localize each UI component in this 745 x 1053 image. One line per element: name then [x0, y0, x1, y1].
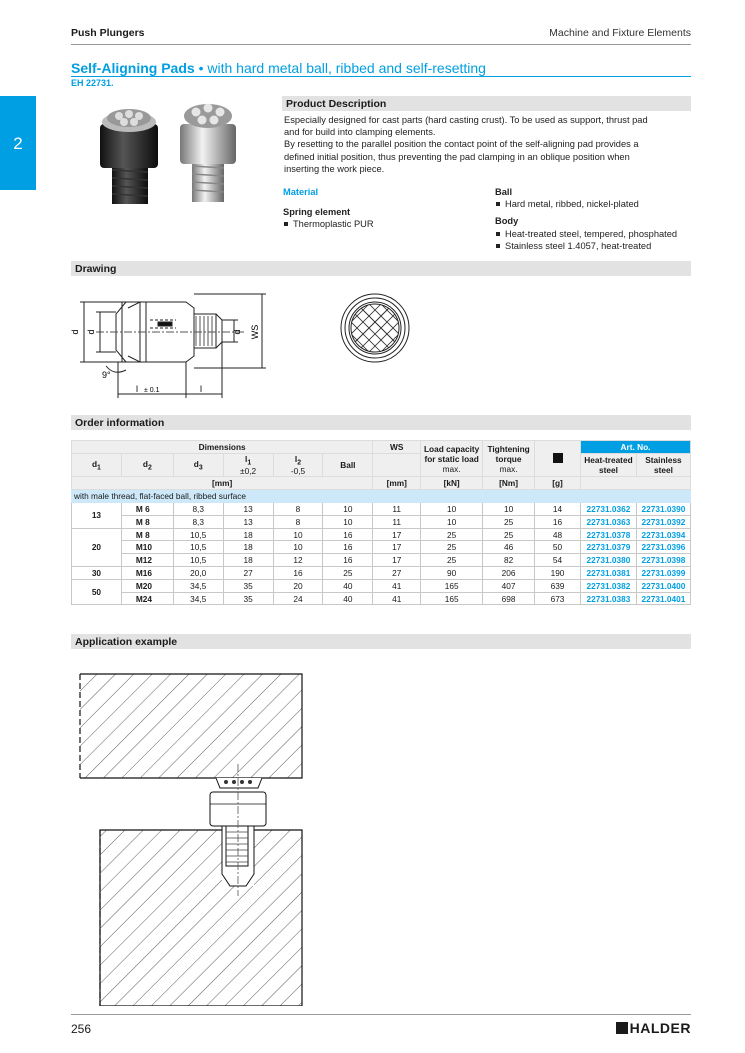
- material-heading: Material: [283, 187, 319, 197]
- cell-ball: 25: [323, 567, 373, 580]
- cell-l2: 20: [273, 579, 323, 592]
- cell-a1[interactable]: 22731.0382: [580, 579, 636, 592]
- cell-g: 48: [535, 528, 581, 541]
- cell-torque: 82: [483, 554, 535, 567]
- cell-ball: 40: [323, 579, 373, 592]
- halder-logo: [616, 1020, 691, 1036]
- desc-line: Especially designed for cast parts (hard casting crust). To be used as support, thrust pad: [284, 115, 648, 125]
- cell-a2[interactable]: 22731.0399: [636, 567, 690, 580]
- cell-l1: 35: [223, 579, 273, 592]
- cell-l2: 8: [273, 515, 323, 528]
- cell-ws: 41: [373, 592, 421, 605]
- l1-tol: ±0,2: [240, 466, 257, 477]
- l1-header: [223, 453, 273, 477]
- drawing-heading: Drawing: [71, 261, 691, 276]
- d2-header: [121, 453, 173, 477]
- cell-d3: 20,0: [173, 567, 223, 580]
- cell-d1: 30: [72, 567, 122, 580]
- cell-g: 639: [535, 579, 581, 592]
- group-label: with male thread, flat-faced ball, ribbed surface: [72, 490, 691, 503]
- d2-label: d: [142, 458, 148, 469]
- stain-line: Stainless: [645, 455, 682, 466]
- cell-load: 25: [421, 554, 483, 567]
- ball-header: Ball: [323, 453, 373, 477]
- unit-mm-ws: [mm]: [373, 477, 421, 490]
- cell-load: 10: [421, 515, 483, 528]
- cell-l1: 13: [223, 515, 273, 528]
- label-ws: WS: [250, 324, 260, 340]
- label-d1: d: [70, 329, 80, 335]
- cell-l1: 18: [223, 528, 273, 541]
- cell-l1: 35: [223, 592, 273, 605]
- cell-l2: 10: [273, 528, 323, 541]
- d1-header: [72, 453, 122, 477]
- table-row: [72, 579, 691, 592]
- heat-line: Heat-treated: [584, 455, 633, 466]
- label-d2: d: [232, 329, 242, 335]
- cell-g: 673: [535, 592, 581, 605]
- unit-g: [g]: [535, 477, 581, 490]
- cell-a1[interactable]: 22731.0362: [580, 503, 636, 516]
- cell-d2: M 8: [121, 515, 173, 528]
- cell-ws: 11: [373, 503, 421, 516]
- ball-heading: Ball: [495, 187, 513, 197]
- cell-l2: 16: [273, 567, 323, 580]
- logo-icon: [616, 1022, 628, 1034]
- d3-sub: 3: [198, 464, 203, 472]
- cell-torque: 10: [483, 503, 535, 516]
- material-left: [283, 186, 374, 231]
- desc-line: inserting the work piece.: [284, 163, 385, 174]
- cell-ws: 17: [373, 541, 421, 554]
- load-header: [421, 441, 483, 477]
- header-left: Push Plungers: [71, 27, 145, 39]
- cell-ball: 16: [323, 554, 373, 567]
- cell-ws: 27: [373, 567, 421, 580]
- desc-line: defined initial position, thus preventing the pad clamping in an oblique position when: [284, 151, 630, 162]
- body-heading: Body: [495, 216, 519, 227]
- cell-torque: 698: [483, 592, 535, 605]
- table-row: [72, 503, 691, 516]
- cell-d3: 8,3: [173, 503, 223, 516]
- cell-l2: 10: [273, 541, 323, 554]
- cell-ball: 16: [323, 541, 373, 554]
- d2-sub: 2: [147, 464, 152, 472]
- table-row: [72, 515, 691, 528]
- table-row: [72, 554, 691, 567]
- application-drawing: [70, 664, 310, 1006]
- cell-a2[interactable]: 22731.0392: [636, 515, 690, 528]
- application-heading: Application example: [71, 634, 691, 649]
- cell-a1[interactable]: 22731.0378: [580, 528, 636, 541]
- cell-ws: 11: [373, 515, 421, 528]
- d1-label: d: [91, 458, 98, 469]
- cell-a2[interactable]: 22731.0401: [636, 592, 690, 605]
- cell-a1[interactable]: 22731.0379: [580, 541, 636, 554]
- cell-g: 14: [535, 503, 581, 516]
- title-rest: • with hard metal ball, ribbed and self-resetting: [194, 60, 486, 76]
- cell-load: 10: [421, 503, 483, 516]
- torque-header: [483, 441, 535, 477]
- desc-line: By resetting to the parallel position the contact point of the self-aligning pad provides a: [284, 139, 639, 150]
- label-l1: l: [136, 384, 138, 394]
- product-code: EH 22731.: [71, 78, 114, 88]
- cell-l2: 24: [273, 592, 323, 605]
- unit-nm: [Nm]: [483, 477, 535, 490]
- l1-label: l: [245, 453, 248, 464]
- chapter-tab[interactable]: 2: [0, 96, 36, 190]
- cell-d1: 13: [72, 503, 122, 529]
- cell-a2[interactable]: 22731.0400: [636, 579, 690, 592]
- label-angle: 9°: [102, 370, 111, 380]
- label-l2: l: [200, 384, 202, 394]
- l2-tol: -0,5: [290, 466, 306, 477]
- cell-ball: 40: [323, 592, 373, 605]
- cell-g: 190: [535, 567, 581, 580]
- artno-header: Art. No.: [580, 441, 690, 454]
- cell-l1: 18: [223, 541, 273, 554]
- cell-torque: 206: [483, 567, 535, 580]
- product-photo: [92, 96, 252, 214]
- title-bold: Self-Aligning Pads: [71, 60, 195, 76]
- l2-header: [273, 453, 323, 477]
- cell-d3: 8,3: [173, 515, 223, 528]
- cell-load: 90: [421, 567, 483, 580]
- weight-icon-cell: [535, 441, 581, 477]
- table-row: [72, 567, 691, 580]
- cell-load: 25: [421, 541, 483, 554]
- cell-ws: 41: [373, 579, 421, 592]
- load-line: for static load: [424, 453, 479, 464]
- cell-load: 25: [421, 528, 483, 541]
- cell-d1: 20: [72, 528, 122, 566]
- cell-load: 165: [421, 592, 483, 605]
- torque-line: max.: [499, 463, 518, 474]
- dimensions-header: Dimensions: [72, 441, 373, 454]
- cell-torque: 407: [483, 579, 535, 592]
- cell-d2: M16: [121, 567, 173, 580]
- cell-d3: 34,5: [173, 592, 223, 605]
- cell-ball: 10: [323, 503, 373, 516]
- body-item: Stainless steel 1.4057, heat-treated: [495, 240, 677, 252]
- stain-line: steel: [654, 465, 673, 476]
- torque-line: torque: [495, 453, 522, 464]
- desc-line: and for build into clamping elements.: [284, 127, 436, 138]
- cell-a1[interactable]: 22731.0380: [580, 554, 636, 567]
- header-divider: [71, 44, 691, 45]
- cell-d2: M10: [121, 541, 173, 554]
- product-title: [71, 60, 486, 76]
- cell-ball: 10: [323, 515, 373, 528]
- ws-empty: [373, 453, 421, 477]
- table-row: [72, 528, 691, 541]
- cell-ws: 17: [373, 528, 421, 541]
- logo-text: HALDER: [629, 1020, 691, 1036]
- l1-sub: 1: [247, 459, 252, 467]
- cell-a2[interactable]: 22731.0396: [636, 541, 690, 554]
- table-row: [72, 541, 691, 554]
- footer-divider: [71, 1014, 691, 1015]
- cell-ws: 17: [373, 554, 421, 567]
- cell-torque: 46: [483, 541, 535, 554]
- unit-mm: [mm]: [72, 477, 373, 490]
- cell-d3: 10,5: [173, 541, 223, 554]
- material-right: [495, 186, 677, 252]
- cell-g: 50: [535, 541, 581, 554]
- technical-drawing: [66, 280, 426, 406]
- cell-a1[interactable]: 22731.0363: [580, 515, 636, 528]
- l2-sub: 2: [297, 459, 302, 467]
- product-description-heading: Product Description: [282, 96, 691, 111]
- page-number: 256: [71, 1022, 92, 1036]
- spring-heading: Spring element: [283, 207, 351, 218]
- cell-d2: M 6: [121, 503, 173, 516]
- cell-a2[interactable]: 22731.0394: [636, 528, 690, 541]
- ball-item: Hard metal, ribbed, nickel-plated: [495, 198, 677, 210]
- weight-icon: [553, 453, 563, 463]
- cell-torque: 25: [483, 515, 535, 528]
- unit-empty: [580, 477, 690, 490]
- cell-l2: 8: [273, 503, 323, 516]
- table-row: [72, 592, 691, 605]
- cell-a1[interactable]: 22731.0383: [580, 592, 636, 605]
- heat-header: [580, 453, 636, 477]
- label-d3: d: [86, 329, 96, 335]
- unit-kn: [kN]: [421, 477, 483, 490]
- body-item: Heat-treated steel, tempered, phosphated: [495, 228, 677, 240]
- cell-a2[interactable]: 22731.0398: [636, 554, 690, 567]
- cell-l1: 27: [223, 567, 273, 580]
- cell-d2: M12: [121, 554, 173, 567]
- title-divider: [71, 76, 691, 77]
- order-heading: Order information: [71, 415, 691, 430]
- stainless-header: [636, 453, 690, 477]
- cell-ball: 16: [323, 528, 373, 541]
- load-line: Load capacity: [423, 443, 480, 454]
- product-description: [284, 114, 694, 175]
- cell-g: 54: [535, 554, 581, 567]
- label-tol: ± 0.1: [144, 387, 160, 394]
- cell-d2: M20: [121, 579, 173, 592]
- d1-sub: 1: [97, 464, 101, 472]
- header-right: Machine and Fixture Elements: [549, 27, 691, 39]
- d3-label: d: [193, 458, 199, 469]
- cell-d3: 10,5: [173, 528, 223, 541]
- cell-g: 16: [535, 515, 581, 528]
- cell-d3: 34,5: [173, 579, 223, 592]
- cell-a2[interactable]: 22731.0390: [636, 503, 690, 516]
- cell-d2: M 8: [121, 528, 173, 541]
- cell-d1: 50: [72, 579, 122, 605]
- cell-d3: 10,5: [173, 554, 223, 567]
- cell-load: 165: [421, 579, 483, 592]
- l2-label: l: [294, 453, 298, 464]
- cell-torque: 25: [483, 528, 535, 541]
- heat-line: steel: [598, 465, 618, 476]
- spring-item: Thermoplastic PUR: [283, 218, 374, 230]
- order-table: [71, 440, 691, 605]
- cell-l1: 18: [223, 554, 273, 567]
- cell-a1[interactable]: 22731.0381: [580, 567, 636, 580]
- torque-line: Tightening: [487, 443, 530, 454]
- cell-l2: 12: [273, 554, 323, 567]
- cell-l1: 13: [223, 503, 273, 516]
- d3-header: [173, 453, 223, 477]
- ws-header: WS: [373, 441, 421, 454]
- cell-d2: M24: [121, 592, 173, 605]
- load-line: max.: [442, 463, 461, 474]
